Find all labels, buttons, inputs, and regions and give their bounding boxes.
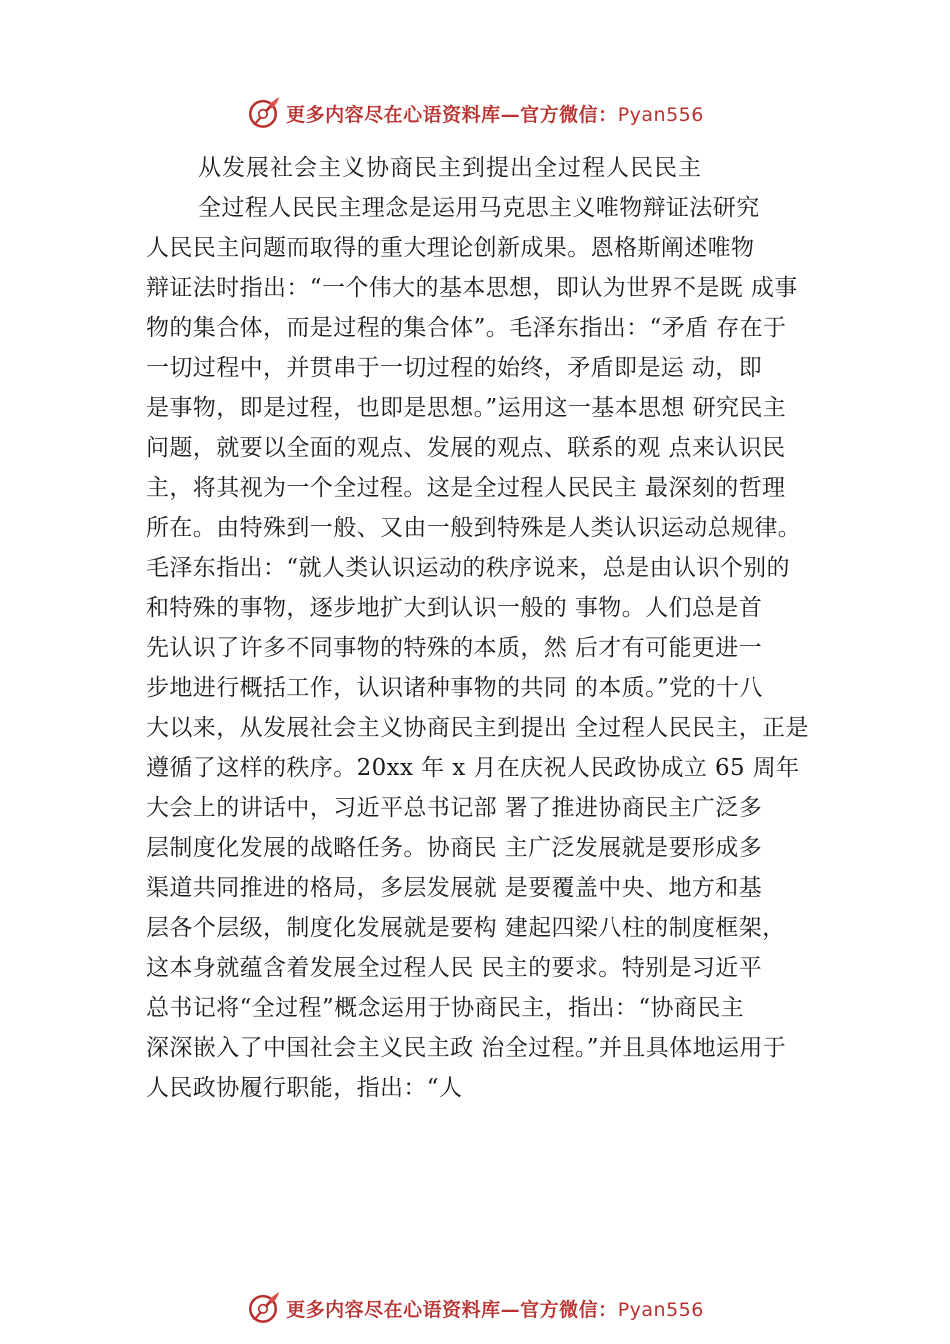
paragraph-line: 大以来，从发展社会主义协商民主到提出 全过程人民民主，正是 (146, 715, 809, 741)
paragraph-line: 问题，就要以全面的观点、发展的观点、联系的观 点来认识民 (146, 435, 786, 461)
paragraph-line: 渠道共同推进的格局，多层发展就 是要覆盖中央、地方和基 (146, 875, 763, 901)
paragraph-line: 是事物，即是过程，也即是思想。”运用这一基本思想 研究民主 (146, 395, 787, 421)
paragraph-line: 所在。由特殊到一般、又由一般到特殊是人类认识运动总规律。 (146, 515, 802, 541)
paragraph-line: 辩证法时指出：“一个伟大的基本思想，即认为世界不是既 成事 (146, 275, 798, 301)
banner-label: 官方微信： (520, 103, 618, 126)
paragraph-line: 人民民主问题而取得的重大理论创新成果。恩格斯阐述唯物 (146, 235, 755, 261)
paragraph-line: 这本身就蕴含着发展全过程人民 民主的要求。特别是习近平 (146, 955, 763, 981)
paragraph-line: 主，将其视为一个全过程。这是全过程人民民主 最深刻的哲理 (146, 475, 786, 501)
banner-main: 更多内容尽在心语资料库 (286, 103, 501, 126)
banner-wechat-id: Pyan556 (617, 1298, 704, 1321)
banner-wechat-id: Pyan556 (617, 103, 704, 126)
paragraph-line: 毛泽东指出：“就人类认识运动的秩序说来，总是由认识个别的 (146, 555, 790, 581)
header-banner (0, 93, 950, 133)
paragraph-line: 全过程人民民主理念是运用马克思主义唯物辩证法研究 (198, 195, 760, 221)
paragraph-line: 大会上的讲话中，习近平总书记部 署了推进协商民主广泛多 (146, 795, 763, 821)
paragraph-line: 和特殊的事物，逐步地扩大到认识一般的 事物。人们总是首 (146, 595, 763, 621)
banner-text (286, 100, 704, 127)
paragraph-line: 层制度化发展的战略任务。协商民 主广泛发展就是要形成多 (146, 835, 763, 861)
quill-pen-logo-icon (246, 1291, 280, 1325)
footer-banner (0, 1288, 950, 1328)
paragraph-line: 物的集合体，而是过程的集合体”。毛泽东指出：“矛盾 存在于 (146, 315, 787, 341)
banner-separator: — (500, 1298, 521, 1321)
banner-text (286, 1295, 704, 1322)
quill-pen-logo-icon (246, 96, 280, 130)
document-body (146, 148, 836, 1108)
banner-separator: — (500, 103, 521, 126)
paragraph-line: 深深嵌入了中国社会主义民主政 治全过程。”并且具体地运用于 (146, 1035, 787, 1061)
paragraph-line: 总书记将“全过程”概念运用于协商民主，指出：“协商民主 (146, 995, 745, 1021)
banner-label: 官方微信： (520, 1298, 618, 1321)
paragraph-line: 层各个层级，制度化发展就是要构 建起四梁八柱的制度框架， (146, 915, 786, 941)
paragraph-line: 人民政协履行职能，指出：“人 (146, 1075, 463, 1101)
document-title: 从发展社会主义协商民主到提出全过程人民民主 (198, 155, 702, 181)
paragraph-line: 步地进行概括工作，认识诸种事物的共同 的本质。”党的十八 (146, 675, 763, 701)
paragraph-line: 一切过程中，并贯串于一切过程的始终，矛盾即是运 动，即 (146, 355, 763, 381)
paragraph-line: 先认识了许多不同事物的特殊的本质，然 后才有可能更进一 (146, 635, 763, 661)
banner-main: 更多内容尽在心语资料库 (286, 1298, 501, 1321)
paragraph-line: 遵循了这样的秩序。20xx 年 x 月在庆祝人民政协成立 65 周年 (146, 755, 800, 781)
